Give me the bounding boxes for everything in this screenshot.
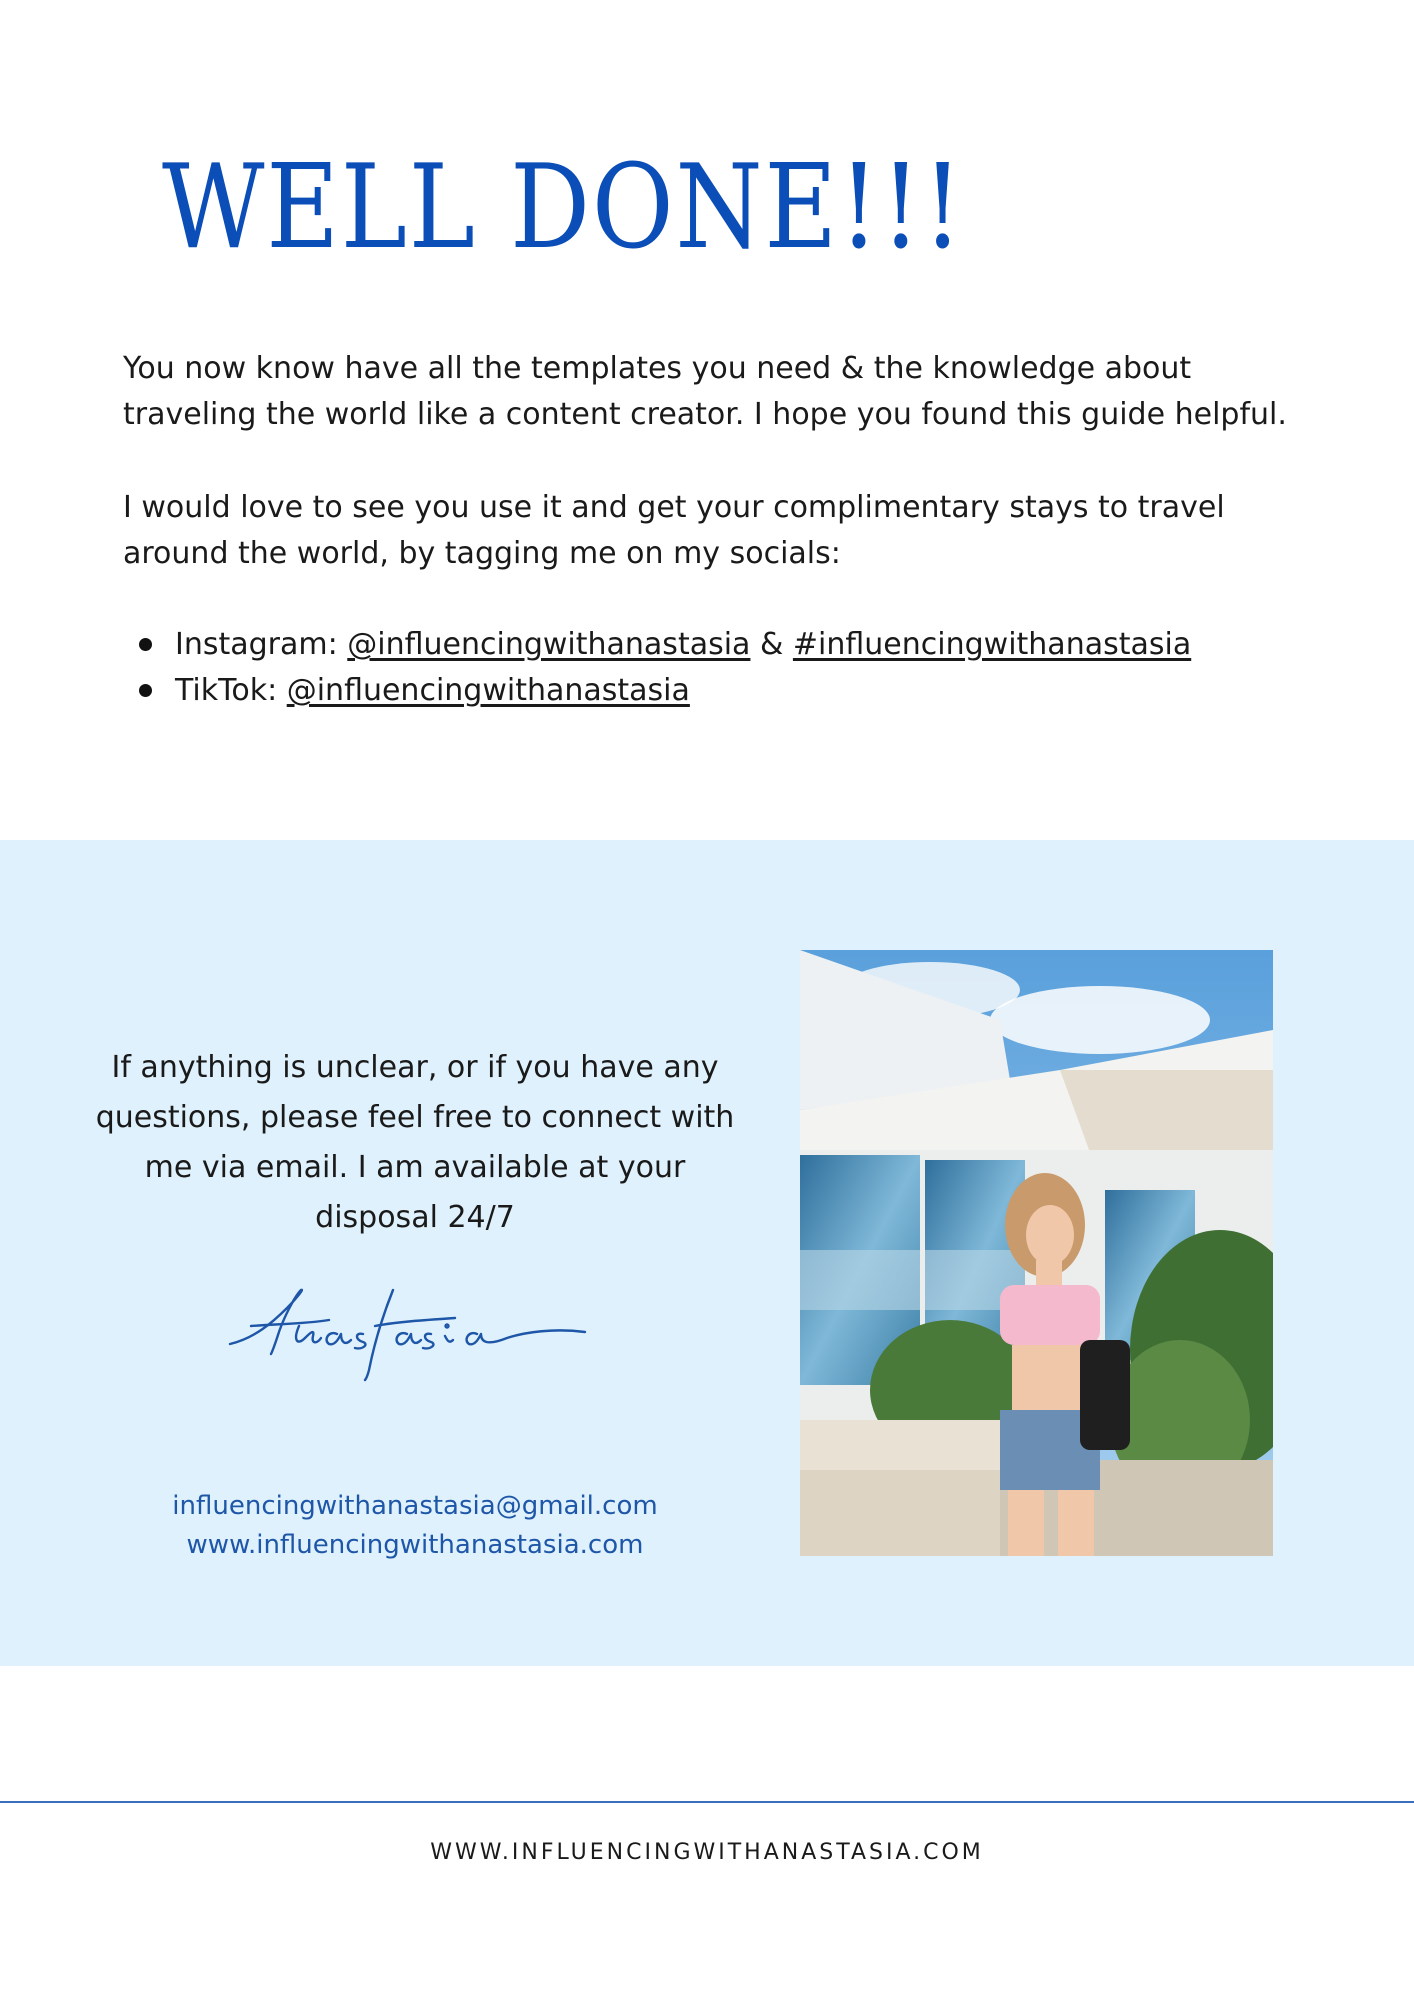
footer-url[interactable]: WWW.INFLUENCINGWITHANASTASIA.COM (430, 1840, 984, 1865)
contact-website[interactable]: www.influencingwithanastasia.com (186, 1530, 644, 1560)
intro-paragraph-2: I would love to see you use it and get your complimentary stays to travel around the world, by tagging me on my socials: (123, 490, 1225, 571)
tiktok-handle-link[interactable]: @influencingwithanastasia (286, 673, 690, 708)
list-item-instagram (123, 622, 1191, 668)
instagram-label: Instagram: (175, 627, 348, 662)
separator-text: & (750, 627, 793, 662)
contact-message: If anything is unclear, or if you have any questions, please feel free to connect with me via email. I am available at your disposal 24/7 (95, 1050, 735, 1235)
bullet-icon (139, 684, 152, 697)
socials-list (123, 622, 1191, 714)
instagram-handle-link[interactable]: @influencingwithanastasia (347, 627, 751, 662)
page-title: WELL DONE!!! (162, 140, 965, 275)
list-item-tiktok (123, 668, 1191, 714)
bullet-icon (139, 638, 152, 651)
contact-email[interactable]: influencingwithanastasia@gmail.com (172, 1491, 658, 1521)
tiktok-label: TikTok: (175, 673, 287, 708)
instagram-hashtag-link[interactable]: #influencingwithanastasia (792, 627, 1192, 662)
portrait-photo (800, 950, 1273, 1556)
footer-divider (0, 1801, 1414, 1803)
intro-paragraph-1: You now know have all the templates you need & the knowledge about traveling the world like a content creator. I hope you found this guide helpful. (123, 351, 1287, 432)
signature-image (225, 1280, 605, 1390)
